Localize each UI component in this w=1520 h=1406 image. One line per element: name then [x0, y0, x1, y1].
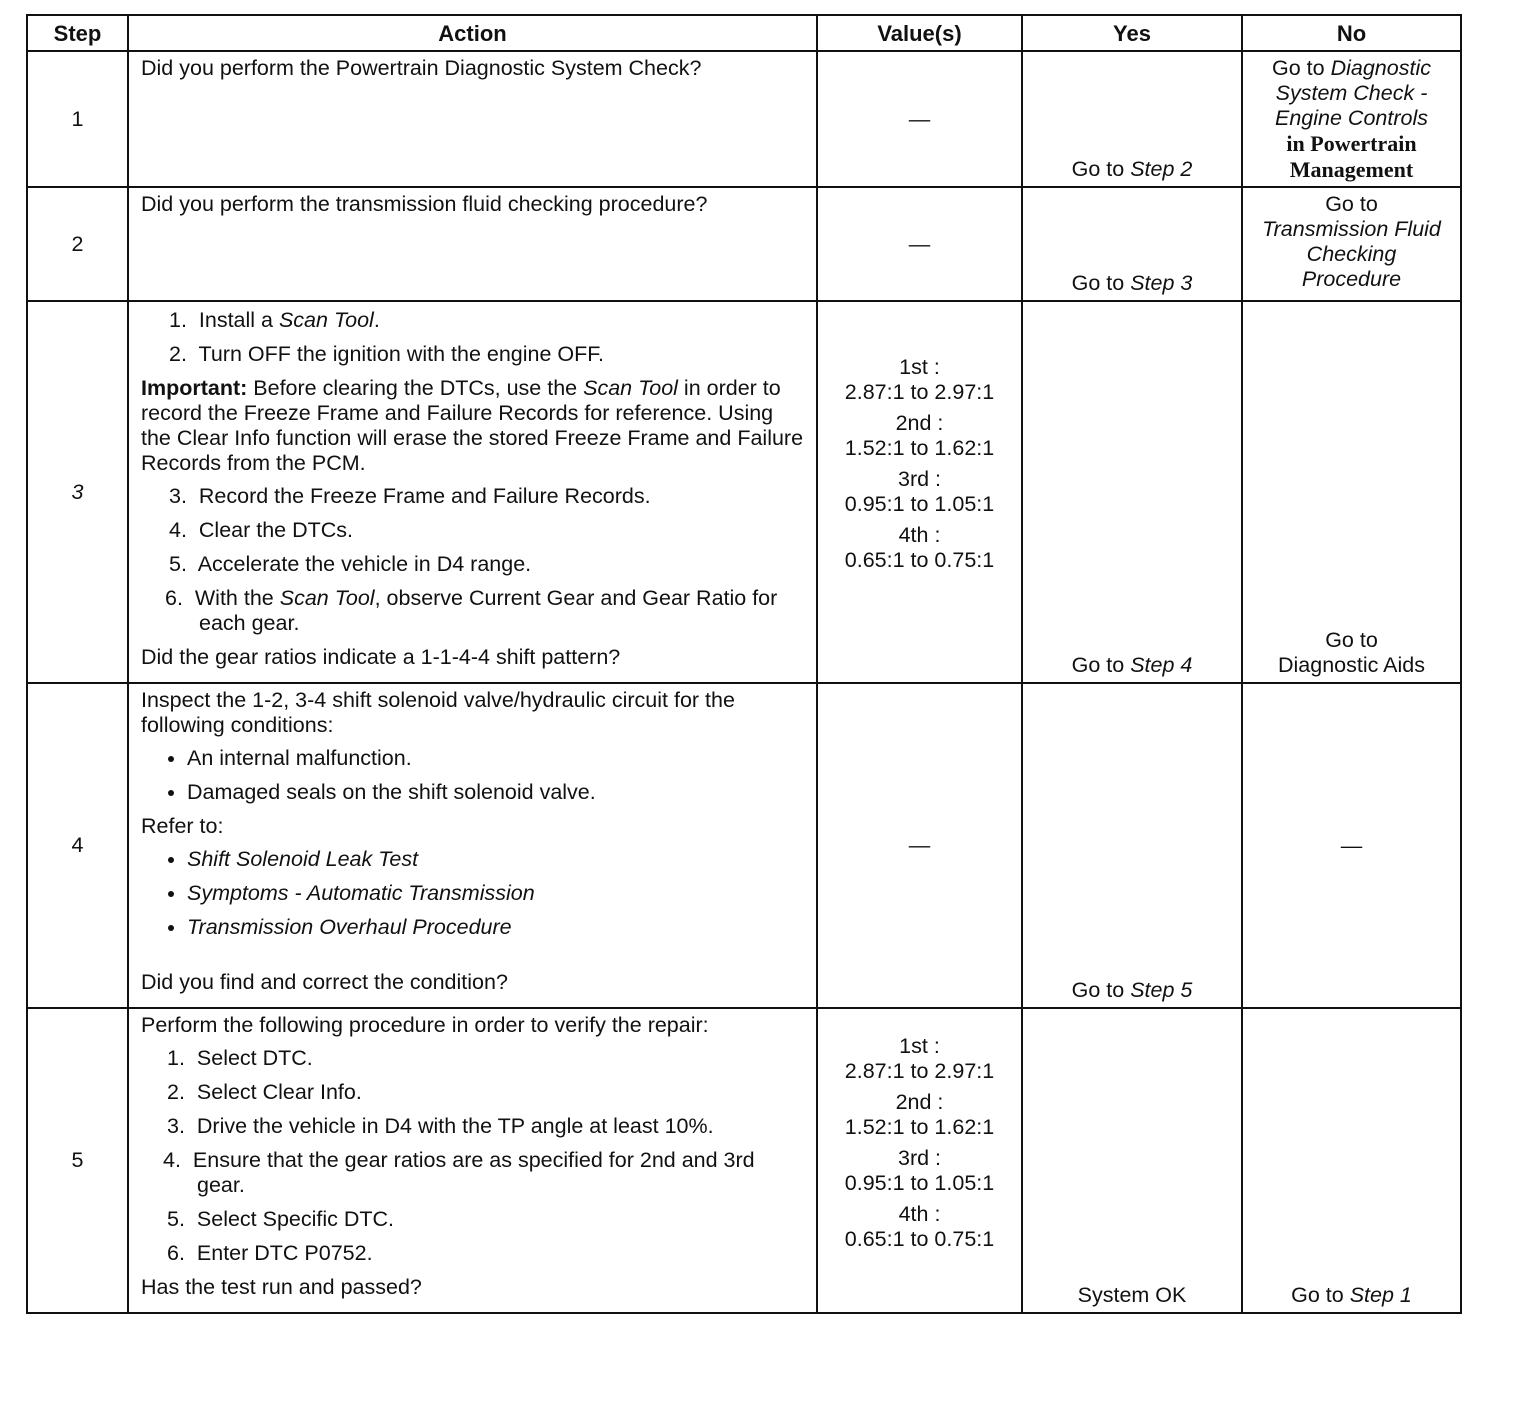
item-text-post: . [373, 308, 380, 332]
no-cell [1242, 51, 1461, 187]
gear-label: 4th : [898, 523, 941, 547]
yes-result[interactable] [1023, 271, 1241, 296]
item-text: Drive the vehicle in D4 with the TP angle at least 10%. [196, 1114, 714, 1138]
list-item [165, 586, 806, 636]
item-text-post: , observe Current Gear and Gear Ratio for each gear. [199, 586, 778, 635]
header-row [27, 15, 1461, 51]
gear-ratio [818, 1146, 1021, 1196]
procedure-list-b [141, 484, 806, 636]
item-number: 2. [169, 342, 187, 366]
yes-prefix: Go to [1071, 271, 1125, 295]
list-item [163, 1046, 806, 1071]
item-number: 5. [167, 1207, 185, 1231]
item-text: With the [194, 586, 280, 610]
list-item [163, 1241, 806, 1266]
gear-label: 4th : [898, 1201, 941, 1226]
header-values: Value(s) [817, 15, 1022, 51]
header-no: No [1242, 15, 1461, 51]
action-cell [128, 187, 817, 301]
action-question: Did you perform the Powertrain Diagnostic System Check? [141, 56, 702, 80]
verify-procedure-list [141, 1046, 806, 1266]
item-number: 4. [163, 1148, 181, 1172]
yes-prefix: Go to [1071, 653, 1125, 677]
reference-link[interactable]: Transmission Overhaul Procedure [187, 915, 512, 939]
yes-result[interactable] [1023, 653, 1241, 678]
item-number: 3. [167, 1114, 185, 1138]
gear-label: 3rd : [897, 1145, 942, 1170]
step-number-text: 3 [71, 479, 84, 504]
item-text: Turn OFF the ignition with the engine OFF. [198, 342, 604, 366]
gear-ratio-list [818, 1034, 1021, 1252]
gear-label: 2nd : [895, 411, 944, 435]
list-item: • An internal malfunction. [187, 746, 806, 771]
condition-list [141, 746, 806, 805]
item-emphasis: Scan Tool [278, 308, 374, 332]
gear-range: 0.95:1 to 1.05:1 [844, 1170, 995, 1195]
no-link[interactable]: Step 1 [1349, 1283, 1412, 1307]
value-cell [817, 301, 1022, 683]
step-number: 1 [27, 51, 128, 187]
list-item [163, 1148, 806, 1198]
important-emphasis: Scan Tool [583, 376, 678, 400]
item-text: Select Specific DTC. [196, 1207, 395, 1231]
gear-ratio [818, 1202, 1021, 1252]
yes-prefix: Go to [1071, 157, 1125, 181]
yes-link[interactable]: Step 4 [1130, 653, 1193, 677]
action-cell [128, 51, 817, 187]
item-text: Accelerate the vehicle in D4 range. [197, 552, 532, 576]
no-link[interactable]: Diagnostic Aids [1278, 653, 1425, 677]
action-intro: Perform the following procedure in order to verify the repair: [141, 1013, 709, 1037]
reference-list [141, 847, 806, 940]
item-number: 1. [169, 308, 187, 332]
step-number: 4 [27, 683, 128, 1008]
table-row [27, 1008, 1461, 1313]
yes-prefix: Go to [1071, 978, 1125, 1002]
gear-range: 2.87:1 to 2.97:1 [844, 380, 995, 404]
step-number: 2 [27, 187, 128, 301]
item-text: Ensure that the gear ratios are as specified for 2nd and 3rd gear. [192, 1148, 755, 1197]
item-text: Select Clear Info. [196, 1080, 362, 1104]
item-number: 4. [169, 518, 187, 542]
item-number: 5. [169, 552, 187, 576]
item-number: 6. [167, 1241, 185, 1265]
list-item [163, 1080, 806, 1105]
no-result[interactable] [1243, 1283, 1460, 1308]
gear-ratio [818, 411, 1021, 461]
no-link[interactable]: Diagnostic System Check - Engine Controls [1275, 56, 1431, 130]
no-prefix: Go to [1291, 1283, 1344, 1307]
action-cell [128, 683, 817, 1008]
item-number: 1. [167, 1046, 185, 1070]
no-prefix: Go to [1272, 56, 1325, 80]
value-cell: — [817, 683, 1022, 1008]
procedure-list-a [141, 308, 806, 367]
action-cell [128, 1008, 817, 1313]
no-prefix: Go to [1325, 192, 1378, 216]
no-prefix: Go to [1325, 628, 1378, 652]
list-item [187, 881, 806, 906]
yes-cell [1022, 51, 1242, 187]
item-text: Record the Freeze Frame and Failure Records. [198, 484, 651, 508]
refer-label: Refer to: [141, 814, 224, 838]
gear-range: 0.65:1 to 0.75:1 [844, 548, 995, 572]
important-text-post: in order to record the Freeze Frame and Failure Records for reference. Using the Clear Info function will erase the stored Freeze Frame and Failure Records from the PCM. [141, 376, 804, 475]
item-text: Install a [198, 308, 279, 332]
table-row [27, 683, 1461, 1008]
yes-cell [1022, 187, 1242, 301]
list-item [165, 308, 806, 333]
gear-ratio [818, 1090, 1021, 1140]
list-item: • Damaged seals on the shift solenoid valve. [187, 780, 806, 805]
important-note [141, 376, 806, 476]
header-yes: Yes [1022, 15, 1242, 51]
action-question: Did you perform the transmission fluid checking procedure? [141, 192, 708, 216]
gear-range: 1.52:1 to 1.62:1 [844, 1114, 995, 1139]
gear-range: 1.52:1 to 1.62:1 [844, 436, 995, 460]
item-number: 3. [169, 484, 187, 508]
no-cell [1242, 187, 1461, 301]
action-question: Did the gear ratios indicate a 1-1-4-4 shift pattern? [141, 645, 621, 669]
list-item [187, 915, 806, 940]
list-item [165, 342, 806, 367]
item-number: 2. [167, 1080, 185, 1104]
gear-range: 0.65:1 to 0.75:1 [844, 1226, 995, 1251]
list-item [187, 847, 806, 872]
yes-result[interactable] [1023, 978, 1241, 1003]
no-cell [1242, 1008, 1461, 1313]
yes-result[interactable] [1023, 157, 1241, 182]
reference-link[interactable]: Shift Solenoid Leak Test [187, 847, 419, 871]
reference-link[interactable]: Symptoms - Automatic Transmission [187, 881, 535, 905]
gear-label: 3rd : [897, 467, 942, 491]
important-text: Before clearing the DTCs, use the [247, 376, 584, 400]
list-item [165, 552, 806, 577]
list-item [165, 484, 806, 509]
header-step: Step [27, 15, 128, 51]
yes-cell [1022, 301, 1242, 683]
no-cell [1242, 301, 1461, 683]
no-suffix: in Powertrain Management [1286, 131, 1417, 182]
yes-cell [1022, 683, 1242, 1008]
gear-ratio [818, 523, 1021, 573]
item-text: Enter DTC P0752. [196, 1241, 373, 1265]
list-item [165, 518, 806, 543]
gear-label: 1st : [899, 355, 940, 379]
action-question: Has the test run and passed? [141, 1275, 422, 1299]
yes-link[interactable]: Step 3 [1130, 271, 1193, 295]
gear-label: 2nd : [895, 1089, 944, 1114]
value-cell [817, 1008, 1022, 1313]
step-number: 5 [27, 1008, 128, 1313]
no-result[interactable] [1243, 628, 1460, 678]
item-emphasis: Scan Tool [279, 586, 375, 610]
gear-range: 2.87:1 to 2.97:1 [844, 1058, 995, 1083]
value-cell: — [817, 51, 1022, 187]
yes-result: System OK [1077, 1283, 1187, 1307]
item-number: 6. [165, 586, 183, 610]
yes-link[interactable]: Step 5 [1130, 978, 1193, 1002]
gear-ratio [818, 355, 1021, 405]
gear-ratio-list [818, 355, 1021, 573]
important-label: Important: [141, 376, 248, 400]
table-row [27, 51, 1461, 187]
table-row [27, 187, 1461, 301]
gear-range: 0.95:1 to 1.05:1 [844, 492, 995, 516]
step-number [27, 301, 128, 683]
no-result[interactable] [1243, 56, 1460, 183]
yes-cell [1022, 1008, 1242, 1313]
action-intro: Inspect the 1-2, 3-4 shift solenoid valve/hydraulic circuit for the following conditions: [141, 688, 735, 737]
action-question: Did you find and correct the condition? [141, 970, 508, 994]
header-action: Action [128, 15, 817, 51]
item-text: Clear the DTCs. [198, 518, 354, 542]
yes-link[interactable]: Step 2 [1130, 157, 1193, 181]
no-link[interactable]: Transmission Fluid Checking Procedure [1262, 217, 1441, 291]
gear-ratio [818, 467, 1021, 517]
no-result[interactable] [1243, 192, 1460, 292]
gear-label: 1st : [899, 1033, 940, 1058]
gear-ratio [818, 1034, 1021, 1084]
table-row [27, 301, 1461, 683]
no-cell [1242, 683, 1461, 1008]
list-item [163, 1114, 806, 1139]
no-result: — [1340, 833, 1363, 857]
action-cell [128, 301, 817, 683]
item-text: Select DTC. [196, 1046, 313, 1070]
diagnostic-table [26, 14, 1462, 1314]
value-cell: — [817, 187, 1022, 301]
list-item [163, 1207, 806, 1232]
